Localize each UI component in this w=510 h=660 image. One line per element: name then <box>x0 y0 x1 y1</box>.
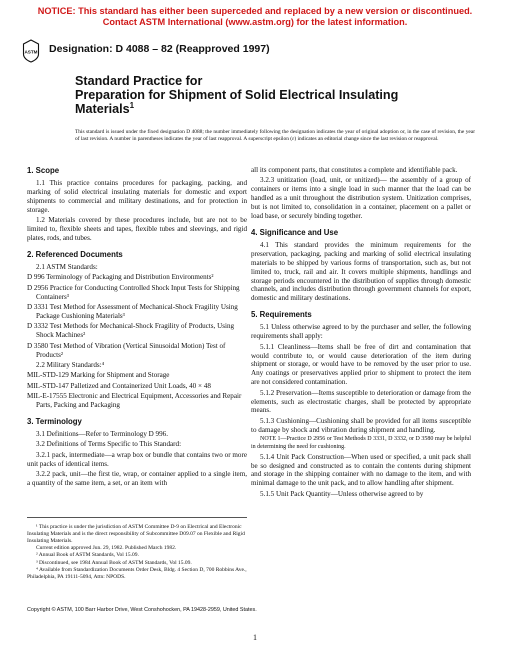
footnote: ⁴ Available from Standardization Documents Order Desk, Bldg. 4 Section D, 700 Robbins Ave., Philadelphia, PA 19111-5094, Attn: NPODS. <box>27 567 247 580</box>
paragraph-1-1: 1.1 This practice contains procedures for packaging, packing, and marking of solid electrical insulating materials for domestic and export shipments to commercial and military destinations, and for protection in storage. <box>27 179 247 214</box>
paragraph-5-1-2: 5.1.2 Preservation—Items susceptible to deterioration or damage from the elements, such as electrostatic charges, shall be protected by appropriate means. <box>251 388 471 415</box>
title-line-1: Standard Practice for <box>75 74 203 88</box>
document-title <box>75 74 455 116</box>
copyright-line: Copyright © ASTM, 100 Barr Harbor Drive, West Conshohocken, PA 19428-2959, United States. <box>27 607 257 613</box>
footnote: ³ Discontinued, see 1984 Annual Book of ASTM Standards, Vol 15.09. <box>36 559 192 566</box>
paragraph-3-2-1: 3.2.1 pack, intermediate—a wrap box or bundle that contains two or more unit packs of identical items. <box>27 450 247 468</box>
footnote: ¹ This practice is under the jurisdiction of ASTM Committee D-9 on Electrical and Electronic Insulating Materials and is the direct responsibility of Subcommittee D09.07 on Flexible and Rigid Insulating Materials. <box>27 524 245 544</box>
footnote: Current edition approved Jun. 29, 1982. Published March 1982. <box>36 544 177 551</box>
paragraph-1-2: 1.2 Materials covered by these procedures include, but are not to be limited to, flexible sheets and tapes, flexible tubes and sleevings, and rigid plates, rods, and tubes. <box>27 216 247 242</box>
supersession-notice <box>0 6 510 28</box>
footnote: ² Annual Book of ASTM Standards, Vol 15.09. <box>36 552 139 559</box>
page-number: 1 <box>253 633 257 642</box>
logo-lettering: ASTM <box>24 49 38 55</box>
paragraph-5-1: 5.1 Unless otherwise agreed to by the purchaser and seller, the following requirements shall apply: <box>251 323 471 341</box>
reference-item: D 3580 Test Method of Vibration (Vertical Sinusoidal Motion) Test of Products² <box>27 341 226 359</box>
paragraph-4-1: 4.1 This standard provides the minimum requirements for the preservation, packaging, packing and marking of solid electrical insulating materials to be shipped by various forms of transportation, such as, but not limited to, truck, rail and air. It covers multiple shipments, handlings and storage periods encountered in the distribution of supplies through domestic channels, and includes distribution through government channels for export, domestic and military destinations. <box>251 240 471 303</box>
left-column <box>27 166 247 489</box>
footnotes <box>27 517 247 581</box>
military-standard-item: MIL-E-17555 Electronic and Electrical Equipment, Accessories and Repair Parts, Packing and Packaging <box>27 392 242 410</box>
reference-item: D 3331 Test Method for Assessment of Mechanical-Shock Fragility Using Package Cushioning Materials³ <box>27 302 238 320</box>
paragraph-3-1: 3.1 Definitions—Refer to Terminology D 996. <box>36 429 168 438</box>
designation: Designation: D 4088 – 82 (Reapproved 1997) <box>49 43 270 55</box>
paragraph-2-1: 2.1 ASTM Standards: <box>36 262 98 271</box>
paragraph-5-1-4: 5.1.4 Unit Pack Construction—When used or specified, a unit pack shall be so designed and constructed as to contain the contents during shipment and storage in the shipping container with no damage to the item, and with minimal damage to the unit pack, and to allow handling after shipment. <box>251 452 471 488</box>
title-footnote-mark: 1 <box>129 100 135 110</box>
paragraph-3-2-2: 3.2.2 pack, unit—the first tie, wrap, or container applied to a single item, a quantity of the same item, a set, or an item with <box>27 470 247 487</box>
paragraph-2-2: 2.2 Military Standards:⁴ <box>36 360 105 369</box>
section-heading-terminology: 3. Terminology <box>27 416 82 426</box>
paragraph-5-1-1: 5.1.1 Cleanliness—Items shall be free of dirt and contamination that would contribute to, or would cause deterioration of the item during shipment or storage, or would have to be removed by the user prior to use. Any coatings or preservatives applied prior to shipment to protect the item are not considered contamination. <box>251 342 471 387</box>
right-column <box>251 166 471 500</box>
paragraph-continuation: all its component parts, that constitutes a complete and identifiable pack. <box>251 166 458 174</box>
paragraph-5-1-5: 5.1.5 Unit Pack Quantity—Unless otherwise agreed to by <box>260 489 424 498</box>
section-heading-requirements: 5. Requirements <box>251 310 312 320</box>
notice-line-1: NOTICE: This standard has either been superceded and replaced by a new version or discontinued. <box>37 6 473 16</box>
reference-item: D 2956 Practice for Conducting Controlled Shock Input Tests for Shipping Containers³ <box>27 283 240 301</box>
paragraph-3-2-3: 3.2.3 unitization (load, unit, or unitized)— the assembly of a group of containers or items into a single load in such manner that the load can be handled as a unit throughout the distribution system. Unitization comprises, but is not limited to, consolidation in a container, placement on a pallet or load base, or securely binding together. <box>251 176 471 221</box>
section-heading-significance: 4. Significance and Use <box>251 227 339 237</box>
standard-issuance-note: This standard is issued under the fixed designation D 4088; the number immediately following the designation indicates the year of original adoption or, in the case of revision, the year of last revision. A number in parentheses indicates the year of last reapproval. A superscript epsilon (ε) indicates an editorial change since the last revision or reapproval. <box>75 129 475 142</box>
military-standard-item: MIL-STD-147 Palletized and Containerized Unit Loads, 40 × 48 <box>27 381 211 390</box>
notice-line-2: Contact ASTM International (www.astm.org) for the latest information. <box>102 17 408 27</box>
section-heading-scope: 1. Scope <box>27 166 60 175</box>
section-heading-referenced-documents: 2. Referenced Documents <box>27 249 123 259</box>
reference-item: D 996 Terminology of Packaging and Distribution Environments² <box>27 273 214 282</box>
title-line-3: Materials <box>75 102 130 116</box>
astm-logo-icon <box>22 39 40 63</box>
paragraph-5-1-3: 5.1.3 Cushioning—Cushioning shall be provided for all items susceptible to damage by shock and vibration during shipment and handling. <box>251 416 471 434</box>
military-standard-item: MIL-STD-129 Marking for Shipment and Storage <box>27 371 170 380</box>
paragraph-3-2: 3.2 Definitions of Terms Specific to This Standard: <box>36 440 182 449</box>
note-1: NOTE 1—Practice D 2956 or Test Methods D 3331, D 3332, or D 3580 may be helpful in determining the need for cushioning. <box>251 436 471 450</box>
title-line-2: Preparation for Shipment of Solid Electrical Insulating <box>75 88 399 102</box>
reference-item: D 3332 Test Methods for Mechanical-Shock Fragility of Products, Using Shock Machines² <box>27 322 235 340</box>
